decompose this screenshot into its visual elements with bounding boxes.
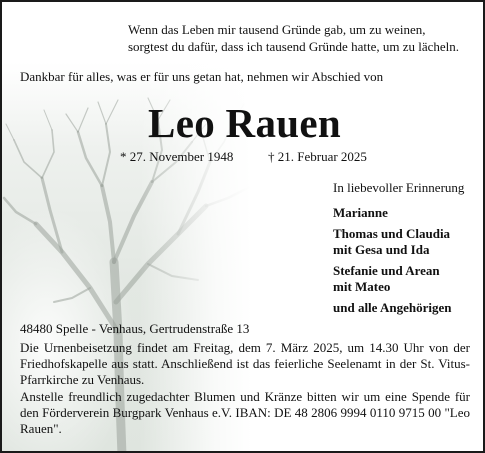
birth-date: * 27. November 1948 bbox=[120, 149, 234, 164]
mourner-entry: Thomas und Claudia bbox=[333, 226, 451, 241]
mourner-entry: mit Gesa und Ida bbox=[333, 242, 430, 257]
burial-notice: Die Urnenbeisetzung findet am Freitag, dem 7. März 2025, um 14.30 Uhr von der Friedhofskapelle aus statt. Anschließend ist das feierliche Seelenamt in der St. Vitus-Pfarrkirche zu Venhaus. bbox=[20, 340, 470, 387]
mourner-entry: Stefanie und Arean bbox=[333, 263, 440, 278]
mourners-heading: In liebevoller Erinnerung bbox=[333, 180, 465, 195]
quote-line-2: sorgtest du dafür, dass ich tausend Gründe hatte, um zu lächeln. bbox=[128, 39, 460, 54]
mourner-entry: mit Mateo bbox=[333, 279, 391, 294]
address-line: 48480 Spelle - Venhaus, Gertrudenstraße 13 bbox=[20, 321, 250, 336]
mourner-entry: und alle Angehörigen bbox=[333, 300, 452, 315]
donation-notice: Anstelle freundlich zugedachter Blumen und Kränze bitten wir um eine Spende für den Förderverein Burgpark Venhaus e.V. IBAN: DE 48 2806 9994 0110 9715 00 "Leo Rauen". bbox=[20, 389, 470, 436]
intro-text: Dankbar für alles, was er für uns getan hat, nehmen wir Abschied von bbox=[20, 69, 384, 84]
death-date: † 21. Februar 2025 bbox=[268, 149, 367, 164]
deceased-name: Leo Rauen bbox=[148, 100, 341, 146]
mourner-entry: Marianne bbox=[333, 205, 388, 220]
obituary-content bbox=[2, 2, 485, 453]
quote-line-1: Wenn das Leben mir tausend Gründe gab, um zu weinen, bbox=[128, 22, 426, 37]
